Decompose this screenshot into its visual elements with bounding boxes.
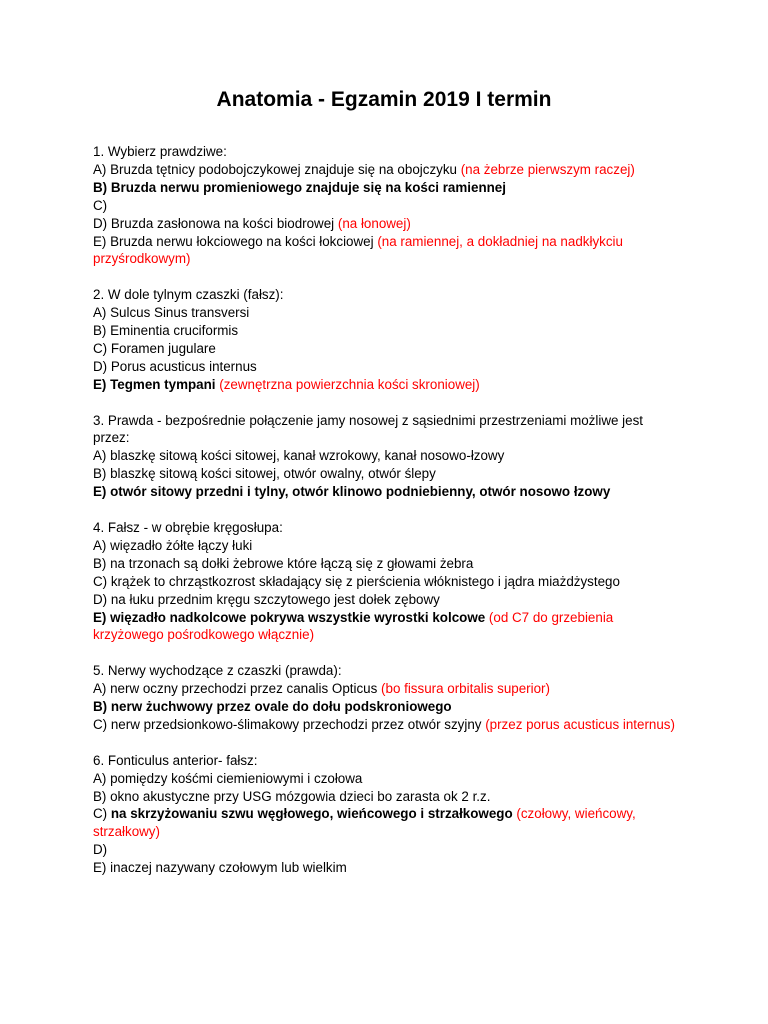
answer-comment: (od C7 do grzebienia krzyżowego pośrodkowego włącznie) xyxy=(93,609,614,643)
answer-option xyxy=(93,609,683,645)
document-title: Anatomia - Egzamin 2019 I termin xyxy=(216,88,552,111)
answer-option xyxy=(93,233,683,269)
answer-option xyxy=(93,197,683,215)
question-header: 4. Fałsz - w obrębie kręgosłupa: xyxy=(93,519,283,535)
answer-option xyxy=(93,555,683,573)
question-list xyxy=(93,143,683,895)
answer-option xyxy=(93,340,683,358)
answer-text: C) xyxy=(93,197,108,213)
answer-option xyxy=(93,304,683,322)
answer-option xyxy=(93,483,683,501)
answer-option xyxy=(93,698,683,716)
question-header: 2. W dole tylnym czaszki (fałsz): xyxy=(93,287,284,303)
question-block xyxy=(93,286,683,393)
answer-comment: (zewnętrzna powierzchnia kości skroniowej) xyxy=(219,376,480,392)
answer-text: C) nerw przedsionkowo-ślimakowy przechodzi przez otwór szyjny xyxy=(93,716,486,732)
question-block xyxy=(93,143,683,268)
answer-text: E) inaczej nazywany czołowym lub wielkim xyxy=(93,860,347,876)
answer-text: D) xyxy=(93,842,108,858)
answer-text: C) Foramen jugulare xyxy=(93,340,216,356)
answer-text: D) Porus acusticus internus xyxy=(93,358,257,374)
answer-comment: (przez porus acusticus internus) xyxy=(485,716,675,732)
question-block xyxy=(93,752,683,877)
answer-correct-text: E) więzadło nadkolcowe pokrywa wszystkie wyrostki kolcowe xyxy=(93,609,486,625)
answer-text: D) na łuku przednim kręgu szczytowego jest dołek zębowy xyxy=(93,591,440,607)
answer-text: B) blaszkę sitową kości sitowej, otwór owalny, otwór ślepy xyxy=(93,466,436,482)
answer-comment: (na żebrze pierwszym raczej) xyxy=(460,161,635,177)
question-header: 1. Wybierz prawdziwe: xyxy=(93,144,227,159)
answer-comment: (na łonowej) xyxy=(337,215,411,231)
answer-text: A) Bruzda tętnicy podobojczykowej znajduje się na obojczyku xyxy=(93,161,461,177)
answer-option xyxy=(93,447,683,465)
answer-correct-text: B) Bruzda nerwu promieniowego znajduje się na kości ramiennej xyxy=(93,179,506,195)
answer-option xyxy=(93,322,683,340)
answer-text: A) pomiędzy kośćmi ciemieniowymi i czołowa xyxy=(93,770,363,786)
answer-text: A) blaszkę sitową kości sitowej, kanał wzrokowy, kanał nosowo-łzowy xyxy=(93,448,505,464)
question-header: 5. Nerwy wychodzące z czaszki (prawda): xyxy=(93,663,342,679)
answer-text: E) Bruzda nerwu łokciowego na kości łokciowej xyxy=(93,233,378,249)
answer-option xyxy=(93,591,683,609)
answer-option xyxy=(93,179,683,197)
question-block xyxy=(93,662,683,734)
answer-option xyxy=(93,358,683,376)
question-header: 6. Fonticulus anterior- fałsz: xyxy=(93,752,258,768)
answer-text: B) Eminentia cruciformis xyxy=(93,323,239,339)
answer-option xyxy=(93,376,683,394)
answer-text: B) okno akustyczne przy USG mózgowia dzieci bo zarasta ok 2 r.z. xyxy=(93,788,491,804)
answer-text: B) na trzonach są dołki żebrowe które łączą się z głowami żebra xyxy=(93,555,474,571)
answer-text: C) xyxy=(93,806,111,822)
answer-text: C) krążek to chrząstkozrost składający się z pierścienia włóknistego i jądra miażdżystego xyxy=(93,573,620,589)
question-header: 3. Prawda - bezpośrednie połączenie jamy nosowej z sąsiednimi przestrzeniami możliwe jest przez: xyxy=(93,412,644,446)
answer-option xyxy=(93,841,683,859)
answer-option xyxy=(93,161,683,179)
answer-text: A) więzadło żółte łączy łuki xyxy=(93,537,253,553)
answer-correct-text: B) nerw żuchwowy przez ovale do dołu podskroniowego xyxy=(93,699,452,715)
answer-option xyxy=(93,465,683,483)
answer-option xyxy=(93,537,683,555)
answer-option xyxy=(93,716,683,734)
answer-text: A) Sulcus Sinus transversi xyxy=(93,305,250,321)
answer-correct-text: E) otwór sitowy przedni i tylny, otwór klinowo podniebienny, otwór nosowo łzowy xyxy=(93,484,611,500)
answer-option xyxy=(93,215,683,233)
answer-text: A) nerw oczny przechodzi przez canalis Opticus xyxy=(93,681,382,697)
answer-option xyxy=(93,859,683,877)
answer-option xyxy=(93,573,683,591)
answer-option xyxy=(93,805,683,841)
answer-option xyxy=(93,770,683,788)
answer-comment: (czołowy, wieńcowy, strzałkowy) xyxy=(93,806,636,840)
answer-option xyxy=(93,680,683,698)
answer-correct-text: E) Tegmen tympani xyxy=(93,376,216,392)
question-block xyxy=(93,519,683,644)
answer-comment: (na ramiennej, a dokładniej na nadkłykciu przyśrodkowym) xyxy=(93,233,623,267)
question-block xyxy=(93,412,683,502)
answer-option xyxy=(93,788,683,806)
answer-comment: (bo fissura orbitalis superior) xyxy=(381,681,550,697)
answer-correct-text: na skrzyżowaniu szwu węgłowego, wieńcowego i strzałkowego xyxy=(110,806,513,822)
answer-text: D) Bruzda zasłonowa na kości biodrowej xyxy=(93,215,338,231)
